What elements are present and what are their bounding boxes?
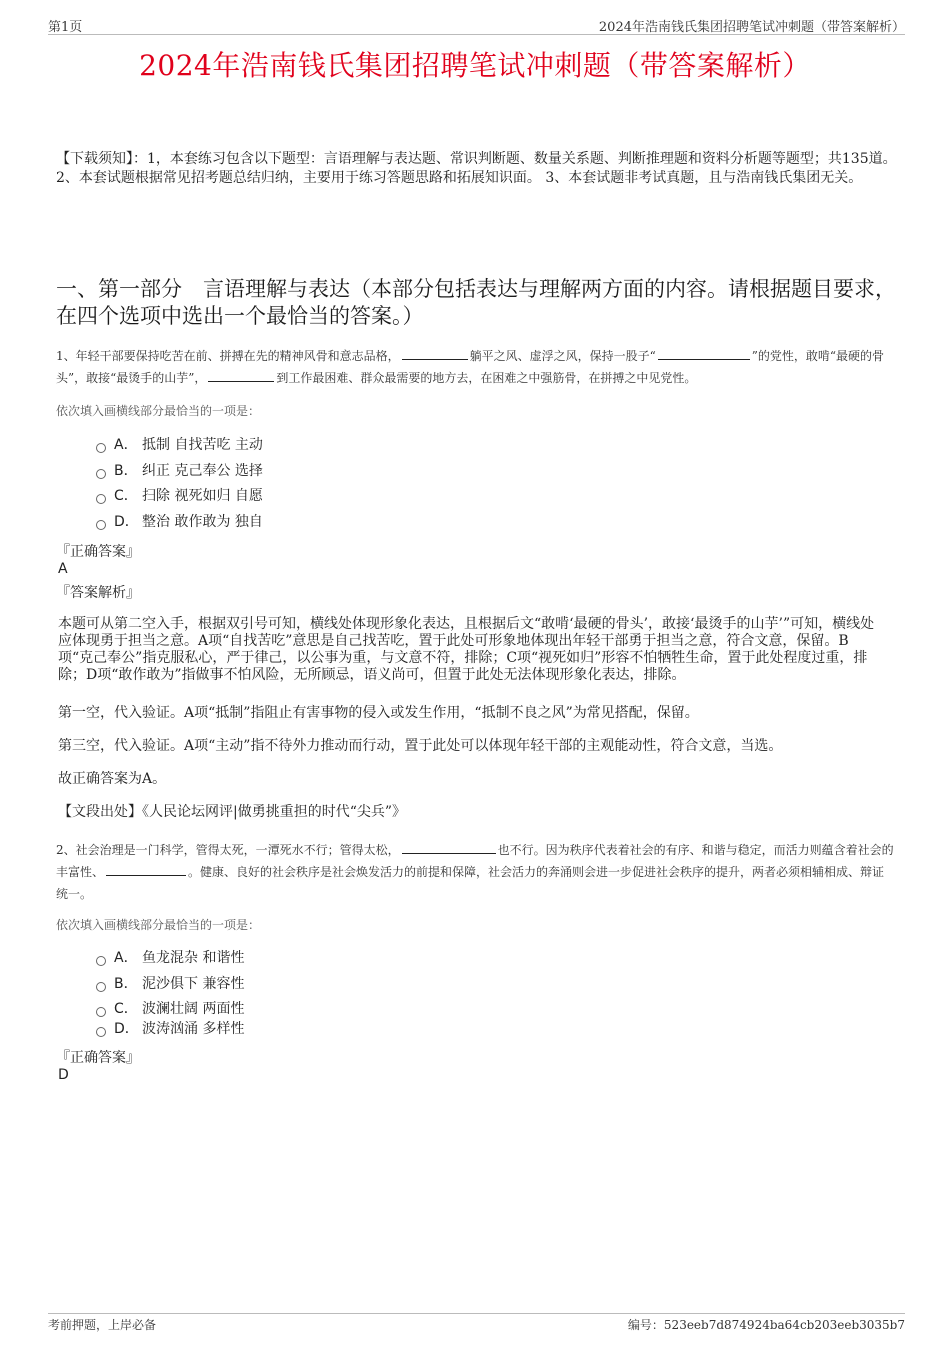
question-2-prompt: 依次填入画横线部分最恰当的一项是： — [56, 918, 261, 932]
option-letter: A． — [114, 950, 138, 966]
page-footer — [48, 1313, 905, 1332]
q1-text-1: 1、年轻干部要保持吃苦在前、拼搏在先的精神风骨和意志品格， — [56, 349, 400, 363]
option-letter: B． — [114, 975, 138, 992]
blank-2 — [106, 863, 186, 876]
analysis-paragraph: 第三空，代入验证。A项“主动”指不待外力推动而行动，置于此处可以体现年轻干部的主观能动性，符合文意，当选。 — [58, 738, 783, 754]
option-c[interactable] — [96, 997, 244, 1017]
option-text: 扫除 视死如归 自愿 — [142, 488, 263, 504]
q1-text-3: ”的党性，敢啃“最硬的骨头”，敢接“最烫手的山芋”， — [56, 349, 885, 385]
option-letter: D． — [114, 513, 139, 530]
footer-serial: 编号：523eeb7d874924ba64cb203eeb3035b7 — [627, 1318, 905, 1332]
radio-icon[interactable] — [96, 520, 106, 530]
option-b[interactable] — [96, 972, 244, 998]
section-heading: 一、第一部分 言语理解与表达（本部分包括表达与理解两方面的内容。请根据题目要求，在四个选项中选出一个最恰当的答案。） — [56, 277, 896, 328]
blank-2 — [658, 347, 750, 360]
radio-icon[interactable] — [96, 956, 106, 966]
option-text: 波涛汹涌 多样性 — [142, 1021, 245, 1037]
correct-answer: D — [58, 1067, 69, 1083]
analysis-label: 『答案解析』 — [56, 585, 140, 601]
q1-text-4: 到工作最困难、群众最需要的地方去，在困难之中强筋骨，在拼搏之中见党性。 — [276, 371, 697, 385]
q2-text-1: 2、社会治理是一门科学，管得太死，一潭死水不行；管得太松， — [56, 843, 400, 857]
option-letter: A． — [114, 437, 138, 453]
option-text: 整治 敢作敢为 独自 — [142, 513, 263, 530]
header-doc-title: 2024年浩南钱氏集团招聘笔试冲刺题（带答案解析） — [598, 20, 905, 35]
option-letter: B． — [114, 462, 138, 479]
analysis-paragraph: 第一空，代入验证。A项“抵制”指阻止有害事物的侵入或发生作用，“抵制不良之风”为常见搭配，保留。 — [58, 705, 699, 721]
radio-icon[interactable] — [96, 1007, 106, 1017]
option-text: 鱼龙混杂 和谐性 — [142, 950, 245, 966]
option-a[interactable] — [96, 433, 263, 459]
question-2-stem — [56, 839, 896, 905]
q1-text-2: 躺平之风、虚浮之风，保持一股子“ — [469, 349, 656, 363]
download-notice: 【下载须知】：1，本套练习包含以下题型：言语理解与表达题、常识判断题、数量关系题、判断推理题和资料分析题等题型；共135道。 2、本套试题根据常见招考题总结归纳，主要用于练习答题思路和拓展知识面。 3、本套试题非考试真题，且与浩南钱氏集团无关。 — [56, 151, 897, 186]
blank-3 — [208, 369, 274, 382]
option-text: 波澜壮阔 两面性 — [142, 1001, 245, 1017]
document-title: 2024年浩南钱氏集团招聘笔试冲刺题（带答案解析） — [139, 49, 811, 82]
option-d[interactable] — [96, 1017, 244, 1043]
option-d[interactable] — [96, 510, 263, 536]
radio-icon[interactable] — [96, 469, 106, 479]
option-c[interactable] — [96, 484, 263, 510]
analysis-paragraph: 故正确答案为A。 — [58, 771, 167, 787]
correct-answer: A — [58, 561, 68, 577]
option-letter: C． — [114, 488, 138, 504]
radio-icon[interactable] — [96, 1027, 106, 1037]
source-citation: 【文段出处】《人民论坛网评|做勇挑重担的时代“尖兵”》 — [58, 804, 407, 820]
correct-answer-label: 『正确答案』 — [56, 1050, 140, 1066]
blank-1 — [402, 841, 496, 854]
q2-text-3: 。健康、良好的社会秩序是社会焕发活力的前提和保障，社会活力的奔涌则会进一步促进社会秩序的提升，两者必须相辅相成、辩证统一。 — [56, 865, 885, 901]
radio-icon[interactable] — [96, 494, 106, 504]
radio-icon[interactable] — [96, 982, 106, 992]
option-b[interactable] — [96, 459, 263, 485]
option-a[interactable] — [96, 946, 244, 972]
option-letter: D． — [114, 1021, 139, 1037]
option-letter: C． — [114, 1001, 138, 1017]
question-1-stem — [56, 345, 896, 389]
analysis-paragraph: 本题可从第二空入手，根据双引号可知，横线处体现形象化表达，且根据后文“敢啃‘最硬的骨头’，敢接‘最烫手的山芋’”可知，横线处应体现勇于担当之意。A项“自找苦吃”意思是自己找苦吃，置于此处可形象地体现出年轻干部勇于担当之意，符合文意，保留。B项“克己奉公”指克服私心，严于律己，以公事为重，与文意不符，排除；C项“视死如归”形容不怕牺牲生命，置于此处程度过重，排除；D项“敢作敢为”指做事不怕风险，无所顾忌，语义尚可，但置于此处无法体现形象化表达，排除。 — [58, 616, 875, 683]
q2-text-2: 也不行。因为秩序代表着社会的有序、和谐与稳定，而活力则蕴含着社会的丰富性、 — [56, 843, 894, 879]
question-2-options — [96, 946, 244, 1043]
correct-answer-label: 『正确答案』 — [56, 544, 140, 560]
radio-icon[interactable] — [96, 443, 106, 453]
option-text: 纠正 克己奉公 选择 — [142, 462, 263, 479]
blank-1 — [402, 347, 468, 360]
option-text: 抵制 自找苦吃 主动 — [142, 437, 263, 453]
page-number: 第1页 — [48, 20, 83, 35]
question-1-prompt: 依次填入画横线部分最恰当的一项是： — [56, 404, 261, 418]
option-text: 泥沙俱下 兼容性 — [142, 975, 245, 992]
page-header — [48, 16, 905, 35]
question-1-options — [96, 433, 263, 535]
footer-slogan: 考前押题，上岸必备 — [48, 1318, 157, 1332]
